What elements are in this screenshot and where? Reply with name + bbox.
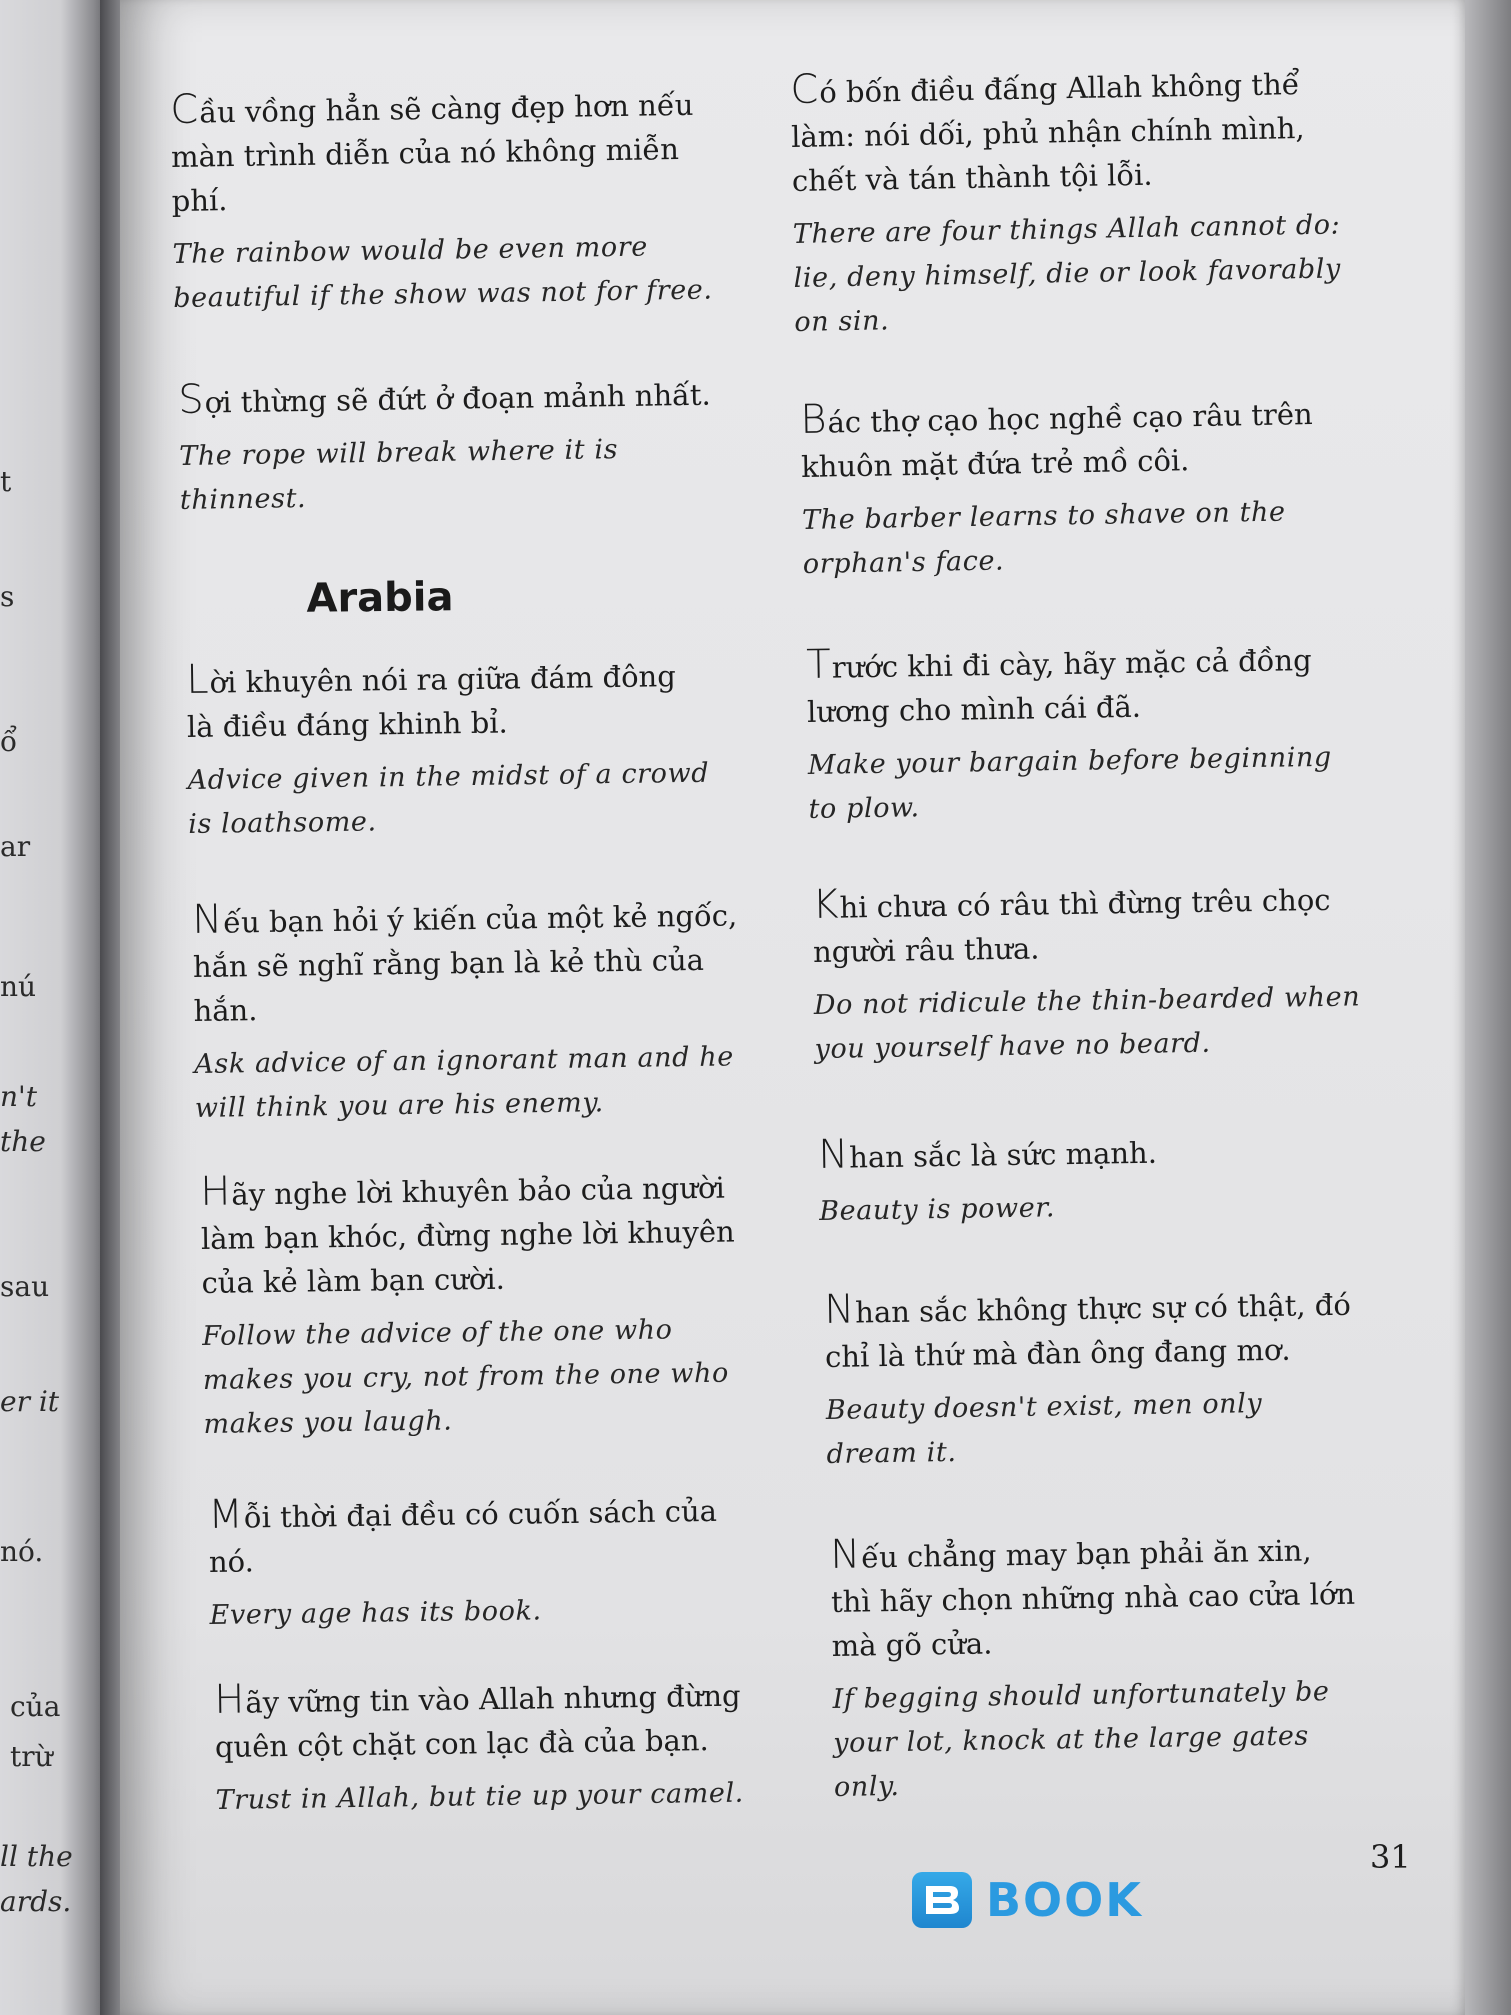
- watermark-text: BOOK: [986, 1873, 1143, 1927]
- vietnamese-proverb: [818, 1125, 1439, 1180]
- english-line: you yourself have no beard.: [814, 1027, 1211, 1065]
- english-line: is loathsome.: [188, 806, 377, 840]
- vietnamese-line: chết và tán thành tội lỗi.: [791, 157, 1153, 198]
- drop-cap: C: [789, 66, 819, 113]
- english-line: orphan's face.: [802, 545, 1005, 580]
- vietnamese-proverb: [170, 80, 782, 223]
- vietnamese-line: là điều đáng khinh bỉ.: [186, 705, 508, 744]
- drop-cap: C: [169, 86, 199, 133]
- vietnamese-proverb: [200, 1163, 812, 1305]
- vietnamese-line: ác thợ cạo học nghề cạo râu trên: [827, 397, 1313, 440]
- english-line: makes you cry, not from the one who: [202, 1357, 730, 1396]
- vietnamese-proverb: [178, 370, 789, 425]
- drop-cap: B: [799, 396, 827, 443]
- vietnamese-proverb: [800, 389, 1421, 489]
- vietnamese-line: mà gõ cửa.: [831, 1626, 993, 1663]
- vietnamese-proverb: [214, 1671, 825, 1769]
- english-translation: [194, 1034, 805, 1131]
- vietnamese-line: ầu vồng hẳn sẽ càng đẹp hơn nếu: [199, 87, 694, 130]
- proverb-entry: [806, 635, 1429, 832]
- drop-cap: S: [177, 376, 205, 423]
- english-line: to plow.: [808, 792, 920, 825]
- english-line: makes you laugh.: [203, 1405, 453, 1440]
- vietnamese-line: chỉ là thứ mà đàn ông đang mơ.: [824, 1332, 1291, 1374]
- vietnamese-proverb: [806, 635, 1427, 734]
- english-line: thinnest.: [179, 483, 307, 516]
- section-heading: Arabia: [306, 574, 454, 622]
- english-line: Beauty is power.: [818, 1192, 1056, 1227]
- english-line: lie, deny himself, die or look favorably: [793, 253, 1342, 294]
- vietnamese-line: han sắc là sức mạnh.: [849, 1135, 1158, 1175]
- watermark-logo: [912, 1870, 1143, 1930]
- vietnamese-proverb: [824, 1280, 1445, 1379]
- english-line: Do not ridicule the thin-bearded when: [813, 981, 1361, 1021]
- english-translation: [202, 1306, 814, 1447]
- proverb-entry: [200, 1163, 814, 1446]
- right-page-edge: [1465, 0, 1511, 2015]
- proverb-entry: [192, 891, 805, 1130]
- english-translation: [209, 1585, 820, 1638]
- english-line: The rainbow would be even more: [172, 231, 649, 270]
- vietnamese-line: ếu chẳng may bạn phải ăn xin,: [861, 1533, 1312, 1575]
- page-number: 31: [1370, 1838, 1411, 1876]
- vietnamese-line: phí.: [171, 183, 228, 218]
- proverb-entry: [818, 1125, 1439, 1234]
- vietnamese-line: làm: nói dối, phủ nhận chính mình,: [790, 111, 1305, 154]
- proverb-entry: [186, 651, 799, 846]
- drop-cap: M: [207, 1491, 244, 1538]
- english-translation: [832, 1668, 1454, 1810]
- vietnamese-proverb: [208, 1486, 819, 1584]
- english-translation: [179, 425, 790, 523]
- vietnamese-proverb: [186, 651, 797, 749]
- b-logo-icon: [912, 1872, 972, 1928]
- left-page-fragment: s: [0, 580, 15, 613]
- vietnamese-line: hắn.: [193, 993, 258, 1028]
- vietnamese-proverb: [790, 59, 1412, 203]
- english-line: only.: [833, 1770, 900, 1803]
- vietnamese-line: rước khi đi cày, hãy mặc cả đồng: [831, 643, 1312, 685]
- vietnamese-line: hắn sẽ nghĩ rằng bạn là kẻ thù của: [192, 942, 705, 984]
- left-page-fragment: trừ: [10, 1740, 53, 1773]
- english-line: beautiful if the show was not for free.: [173, 274, 713, 314]
- left-page-fragment: sau: [0, 1270, 50, 1303]
- proverb-entry: [824, 1280, 1447, 1477]
- english-translation: [215, 1770, 826, 1823]
- english-line: Follow the advice of the one who: [202, 1314, 673, 1352]
- drop-cap: K: [811, 881, 839, 928]
- left-page-fragment: ar: [0, 830, 31, 863]
- left-page-fragment: ll the: [0, 1840, 73, 1873]
- drop-cap: H: [213, 1676, 245, 1723]
- left-page-fragment: er it: [0, 1385, 60, 1418]
- drop-cap: H: [199, 1168, 231, 1215]
- drop-cap: N: [829, 1531, 861, 1578]
- vietnamese-line: màn trình diễn của nó không miễn: [170, 132, 680, 174]
- vietnamese-proverb: [812, 875, 1433, 974]
- left-page-fragment: nó.: [0, 1535, 44, 1568]
- english-line: on sin.: [794, 305, 890, 338]
- drop-cap: N: [823, 1286, 855, 1333]
- left-page-fragment: nú: [0, 970, 37, 1003]
- english-translation: [826, 1379, 1447, 1477]
- proverb-entry: [790, 59, 1415, 345]
- english-line: Beauty doesn't exist, men only: [825, 1388, 1263, 1426]
- vietnamese-line: han sắc không thực sự có thật, đó: [855, 1287, 1352, 1330]
- proverb-entry: [800, 389, 1423, 587]
- vietnamese-line: hi chưa có râu thì đừng trêu chọc: [839, 882, 1331, 925]
- vietnamese-line: người râu thưa.: [812, 931, 1040, 969]
- english-line: The barber learns to shave on the: [801, 496, 1286, 536]
- english-translation: [814, 974, 1435, 1072]
- vietnamese-line: nó.: [208, 1544, 255, 1579]
- english-line: Advice given in the midst of a crowd: [187, 757, 710, 796]
- vietnamese-line: lương cho mình cái đã.: [806, 689, 1142, 729]
- vietnamese-line: làm bạn khóc, đừng nghe lời khuyên: [200, 1214, 735, 1256]
- proverb-entry: [170, 80, 784, 321]
- vietnamese-line: ợi thừng sẽ đứt ở đoạn mảnh nhất.: [204, 377, 712, 420]
- english-translation: [172, 223, 783, 321]
- vietnamese-line: ãy vững tin vào Allah nhưng đừng: [245, 1678, 741, 1720]
- english-line: Ask advice of an ignorant man and he: [194, 1041, 734, 1080]
- left-page-fragment: n't: [0, 1080, 37, 1113]
- vietnamese-line: ỗi thời đại đều có cuốn sách của: [243, 1493, 718, 1535]
- drop-cap: T: [805, 641, 832, 688]
- english-translation: [792, 202, 1414, 345]
- english-line: dream it.: [826, 1436, 957, 1470]
- proverb-entry: [214, 1671, 826, 1823]
- english-translation: [802, 488, 1423, 587]
- proverb-entry: [208, 1486, 820, 1638]
- english-line: Make your bargain before beginning: [807, 741, 1333, 781]
- proverb-entry: [830, 1525, 1454, 1810]
- english-line: There are four things Allah cannot do:: [792, 209, 1341, 250]
- left-page-fragment: ards.: [0, 1885, 72, 1918]
- vietnamese-proverb: [192, 891, 804, 1033]
- vietnamese-line: thì hãy chọn những nhà cao cửa lớn: [830, 1576, 1356, 1619]
- vietnamese-proverb: [830, 1525, 1452, 1668]
- vietnamese-line: khuôn mặt đứa trẻ mồ côi.: [800, 443, 1190, 484]
- vietnamese-line: ếu bạn hỏi ý kiến của một kẻ ngốc,: [223, 898, 738, 940]
- vietnamese-line: ời khuyên nói ra giữa đám đông: [209, 659, 676, 700]
- english-line: Every age has its book.: [209, 1595, 542, 1631]
- drop-cap: N: [191, 896, 223, 943]
- left-page-fragment: the: [0, 1125, 46, 1158]
- english-translation: [808, 734, 1429, 832]
- english-line: your lot, knock at the large gates: [833, 1720, 1310, 1759]
- vietnamese-line: của kẻ làm bạn cười.: [201, 1261, 506, 1300]
- english-line: Trust in Allah, but tie up your camel.: [215, 1777, 745, 1816]
- drop-cap: L: [185, 656, 209, 703]
- english-line: The rope will break where it is: [178, 434, 619, 472]
- english-line: If begging should unfortunately be: [832, 1676, 1330, 1715]
- proverb-entry: [812, 875, 1435, 1072]
- left-page-fragment: t: [0, 465, 12, 498]
- english-line: will think you are his enemy.: [194, 1087, 605, 1124]
- vietnamese-line: quên cột chặt con lạc đà của bạn.: [214, 1723, 709, 1764]
- vietnamese-line: ó bốn điều đấng Allah không thể: [819, 67, 1300, 110]
- left-page-fragment: của: [10, 1690, 61, 1723]
- vietnamese-line: ãy nghe lời khuyên bảo của người: [231, 1170, 725, 1212]
- left-page-fragment: ổ: [0, 725, 18, 758]
- english-translation: [187, 750, 798, 847]
- proverb-entry: [178, 370, 790, 523]
- drop-cap: N: [817, 1131, 849, 1178]
